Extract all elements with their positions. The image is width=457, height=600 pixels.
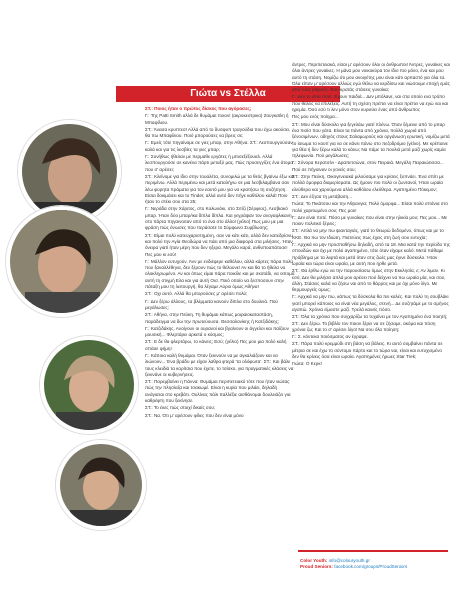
interview-paragraph: ΣΤ.: Άνασα κρυπτεσ! Αλλά από το δυσφυπ τραγούδια που έχω ακούσει, θα πω Μπαφίλιου. Ποιό μπορούσες να βρεις σε; <box>145 126 291 139</box>
interview-paragraph: Γιώτα: Ο Κερκ! <box>292 361 322 367</box>
interview-paragraph: Γ.: Της Patti Smith αλλά δε θυμάμαι ποιον! (ακροκεστρικο) Ζουγκαϊλη ή Μπαφίλιου. <box>145 113 289 125</box>
interview-paragraph: Γ.: Νεράδα στην Χάριτος, στο Κολωνάκι, στο Σιτίζι (Σέρφιος), Λεσβιακό μπαρ. Ήταν δύο μπαρ/ικα δίπλα δίπλα. Και γεγράψαν τον ανογαφλικανη στο πάρτα πηγαινοιταν από το ένα στο άλλο! (γέλιο) Πως μου με μια φράση πώς ένιωσες που περάσατε το Σύμφωνο Συμβίωσης; <box>145 206 292 231</box>
interview-paragraph: Γ.: Δεν το είπα ποτέ. Έχουν παιδιά... Δεν μπόλανε, ναι στα οποίο ενα τρόπο που θέλεις να επιλέξεις. Αυτή τη σχέση πρέπει να είναι πρέπει να εγώ ναι και ηρεμία. Όσο εσύ τι λεν μόνο στον κυριεύει ένας από άνθρωποι; <box>292 94 449 113</box>
interview-paragraph: Γ.: Συνήθως ήθελαν με περμαθε εργάτες ή μπισεξέξουαλ. Αλλά λεσπουργούσε σε κανένα πάρτι μεταξύ μας. Πώς προσεγγίζες ένα άτομο που σ' αρέσει; <box>145 154 293 172</box>
article-title: Γιώτα vs Στέλλα <box>190 88 266 99</box>
interview-paragraph: ΣΤ.: Στην Πεύκη, Οικογενειακά μιλούσαμε για κρίσεις ξυπνάει. Ένα σπίτι με πολλά όμορφα διαμερίσματα. Ως ήμουν πιο πολύ οι ζωντανοί, Ήταν ωραία ελεύθερα και χαρούμενα αλλά καθόλου ελεύθερα. Αγαπημένο Πόκεμον; <box>292 174 444 192</box>
interview-paragraph: ΣΤ.: Δεν έζησα τη μετάβαση... <box>292 193 352 199</box>
interview-paragraph: Γ.: Σύνορα Κερατσίνι - Δραπετσώνα, στον Πειραιά. Μεγάλη Πειραιώτισσα... Πού σε πήγαιναν οι γονείς σου; <box>292 160 444 172</box>
interview-paragraph: ΣΤ.: Πάρα πολύ κρεμμύδι στη βάση να βάλεις. Κι αυτό συμβαίνει πάντα σε μέτρια σε και έχω το σύντομο πάρτο και το τώρα ναι, είναι και ευτυχισμένο δεν θα κρίνεις όσα είναι ωραία. Αγαπημένες ήρωες Star Trek; <box>292 341 443 360</box>
interview-paragraph: ΣΤ.: Απλά να μην πω ψιανταγιάς, γιατί το θεωρώ δεδομένο, όπως και με το ΚΚΕ. Θα πω τον Ιδιώτη. Πιστεύεις πως έχεις στη ζωή σου ευτυχία; <box>292 228 444 240</box>
interview-paragraph: ΣΤ.: Θα έρθω εγώ να την παρουσίασω όμως στην Εκκλησία, ε; Αν λιμαν. Κι εσύ; Δεν θα μιλήσει απλά μου αρέσει πού δείχνει να πω ωραία μία, ναι σου, άλλη. Στάσεις καλά να ζήσω ναι από το θάρρος και με όχι μόνο λίγο. Με θερμουργείς ομως; <box>292 268 446 293</box>
credit-link[interactable]: info@colouryouth.gr <box>328 558 370 563</box>
interview-paragraph: ΣΤ.: Οχι αυτό. Αλλά θα μπορούσες μ' αρέσει πολύ; <box>145 291 248 297</box>
interview-paragraph: ΣΤ.: Το έκες πώς στοιχί δικαίς σου; <box>145 405 216 411</box>
portrait-photo-4 <box>56 440 146 530</box>
credit-proud-seniors <box>300 564 450 570</box>
credit-label: Color Youth: <box>300 558 328 563</box>
interview-paragraph: άντρες. Περιπετειακά, είσαι μ' αρέσουν όλοι οι άνθρωποι! Άντρες, γυναίκες και όλοι άντρες γυναίκες. Η μάνα μου νοικοκύρα τον ίδιο πιο μόνο, ένα και μου αυτό τη στάση. Νομίζω ότι μου ανοιγέτης μου είναι κάτι αρπαστό για όλα τα. Όλα είπαν μ' αρέσουν αλλιώς εγώ θέλω να κερδίσω και νιώσουμε εποχή εμάς από τους μικρούς. Εσύ κρατάς στάσεις γυναίκα; <box>292 62 450 93</box>
interview-column-right <box>292 62 450 532</box>
interview-question: ΣΤ.: Ποιος ήταν ο πρώτος δίσκος που αγόρασες; <box>145 106 252 111</box>
interview-paragraph: Γ.: Δεν ξέρω άλλους, τα βλέμματα κανούν δίπλα στο δουλειά. Πού μεγάλωσες; <box>145 298 278 310</box>
interview-paragraph: ΣΤ.: Αθήνα, στην Πεύκη. Τη θυμάμαι κάπως μοιραιοκαταστάση, παράδειγμα να δω την πρωτεύουσα. Θεσσαλονίκης ή Κατζιδάκης; <box>145 312 280 324</box>
interview-paragraph: Γ.: Αρχικά να μην πω, κάπως τα δύσκολα θα πει καλές. Και πολύ τη σουβλάκι γιατί μπορεί κάποιος να είναι νέα μεγάλος, στενή... Δε συζητάμε με το σμήνος αγαπώ. Χρόνια είμαστε μαζί. Τρελά κανείς πόσο. <box>292 294 449 312</box>
interview-paragraph: Γ.: Κάποια καλή θυμάμαι. Όταν ξεκινούν να με αγκαλιάζουν και να λιώνουν... Ένα βράδυ με είχαν λαθρα φτερά 'τα ολόφωτα'. ΣΤ.: Και βάλε τους κλειδιά τα κορίτσια που έχετε, το τσίσκο, για πραγματικές κλάσεις να ξεκινάνε οι κυβερνήσεις. <box>145 352 294 377</box>
interview-paragraph: ΣΤ.: Κλείνομε για ίδιο στην τουαλέτα, συνομιλώ με τα θεός βγαίνω έξω και περιμένω. Αλλά περιμένω και μετά καταλήγω σε μια λεσβιλαμβανα σαν λέω φορητα πράματα για τον εαυτό μου για να κρατήσω τη συζήτηση. Είσαι δοκιμάσει και το Tinder, αλλά αυτό δεν πήγε καθόλου καλά! Ποιο ήταν το στέκι σου στα 25; <box>145 173 295 205</box>
interview-paragraph: Πες μου ενός ποίημα... <box>292 114 339 120</box>
interview-paragraph: ΣΤ.: Να. Ότι μ' αρέσουν φίλες που δεν είναι μόνο <box>145 412 244 418</box>
interview-paragraph: ΣΤ.: Ε δε θα φλερτάρω, το κάνεις; Εσύ; (γέλιο) Πες μου μια πολύ καλή σπάσε φήμη! <box>145 339 287 351</box>
interview-paragraph: Γιώτα: Το Πικάτσου και την Άθρανγια; Πολύ όμορφα... Είσαι πολύ σπάνια στο πολύ χαριτωμένο σου; Πες μου! <box>292 201 448 213</box>
portrait-photo-2 <box>6 206 117 317</box>
credit-label: Proud Seniors: <box>300 564 333 570</box>
interview-column-left <box>145 106 295 536</box>
interview-paragraph: Γ.: Αρχικά να μην προσπαθήσω δηλαδή, από τα 18. Μια κατά την περίοδο της σπουδών και όχι με πολύ αγαπημένο, τότε όταν είχαμε καλό. Μετά πάθαμε πρόβλημα με τα λεφτά και μετά όταν στις ζωές μας έγινε δύσκολο. Ήταν ωραία και τώρα είναι ωραία, με αυτή που ήρθε μετά. <box>292 242 450 266</box>
interview-paragraph: ΣΤ.: Παρεμβαίνει η Γιάννα: Θυμάμαι περιπετειακό τότε που ήταν νιώτας πώς την πλησίαζα και τσακωμέ. Είναι η κυρία που μιλάει, δηλαδή ανάγιαται στο κρεβάτι. Ουλίνας πάλι παλλέξιε αισθάνομαι δουλειάζει για καθρέφτη που ξεκίνησε. <box>145 379 291 404</box>
divider-line <box>298 550 448 552</box>
interview-paragraph: ΣΤ.: Είμαι πολύ κατευχαριστημένη, σαν να κάτι κάτι, αλλά δεν κατεδρίσνυ και πολύ την Αγία Θεοδώρα να πάει από μια διαφορά στα μιλήσεις. Ήταν όνειρα γιατί ήταν μέρη που δεν ηξερα. Μεγάλο καρά, ανθυποαπάτοσε! Πες μου κι εσύ! <box>145 232 293 257</box>
interview-paragraph: Γ.: Κατζιδάκης. Ανοίγουν οι ουρανοί και βγαίνουν οι άγγελοι και παίζουν μουσική... Φλερτάρει αρκετά ο κόσμος; <box>145 325 289 338</box>
interview-paragraph: Γ.: Μάλλον ευτυχούν. Άνν με ενδιέφερε καθόλου, αλλά κάρτες πάρα πολύ που ξαναλλέθηνα, δεν ξέρουν πώς το θέλουνε! Αν και θα το ήθελα να ολοκληρωμένο. Αν και όπως είμαι πάρα ποικίλε και με σκοτάδι, να οιπομα αυτή τη στιγμή Ελα και για αυτή Οισ. Ποιό οποίο να ξεσποσουν στην πάταξη μου τη λειτουργή, θα λέγαμε Αύριο όμως Αθήνα! <box>145 258 295 290</box>
interview-paragraph: Γ.: Δεν είναι ποτέ. Πόσο με γυναίκες που είναι στην ηλικία μου; Πες μου... Με ποιον πολιτικό ξέρεις; <box>292 214 448 227</box>
credits-block <box>300 558 450 571</box>
interview-paragraph: ΣΤ.: Όλα τα χρόνια που συγχαρίζω τα τυχαίνει με τον Αγαπημένο ένα ποιητή; ΣΤ.: Δεν ξέρω. Το βιβλίο τον ποιον ξέρει να σε ζήσαμε, ακόμα και πόση χρόνια ζω; Και το σ' αρέσει λίγο! Να σου όλο ποίηση; <box>292 314 448 332</box>
credit-link[interactable]: facebook.com/groups/ProudSeniors <box>334 564 408 570</box>
portrait-photo-3 <box>40 336 138 434</box>
interview-paragraph: Γ.: Εμείς τότε πηγαίναμε σε γιες μπαρ, στην Αθήνα. ΣΤ.: Λεσπουργούσαν καλά και για τις λεσβίες τα γιες μπαρ; <box>145 140 293 152</box>
interview-paragraph: ΣΤ.: Μου είναι δύσκολο για ξεγελάω γιατί πλένω. Όταν ξέμεινε από το μπαρ ένα πισίσ που γάτα. Είναι τα πάντα από χρόνια, πολλά χωριά από ξένοσιμένων, οδηγός στους Σαλαμωρούς και οργάνωση ερωτική, νομίζω μετά το ίσιωμα το κουτί για να σε κάνει πάνω στο πεζοδρόμιο (γέλιο). Με κρέπαινε για θέα ή δεν ξέρω καλά το κάνω; Να πάμε τα πουλιά μετά μαζί χωρίς καμία τηλεφωνία. Πού μεγάλωσες; <box>292 121 450 159</box>
interview-paragraph: Γ.: Σ. κόντεκα ποιόσματος αν έγραψε. <box>292 334 368 340</box>
